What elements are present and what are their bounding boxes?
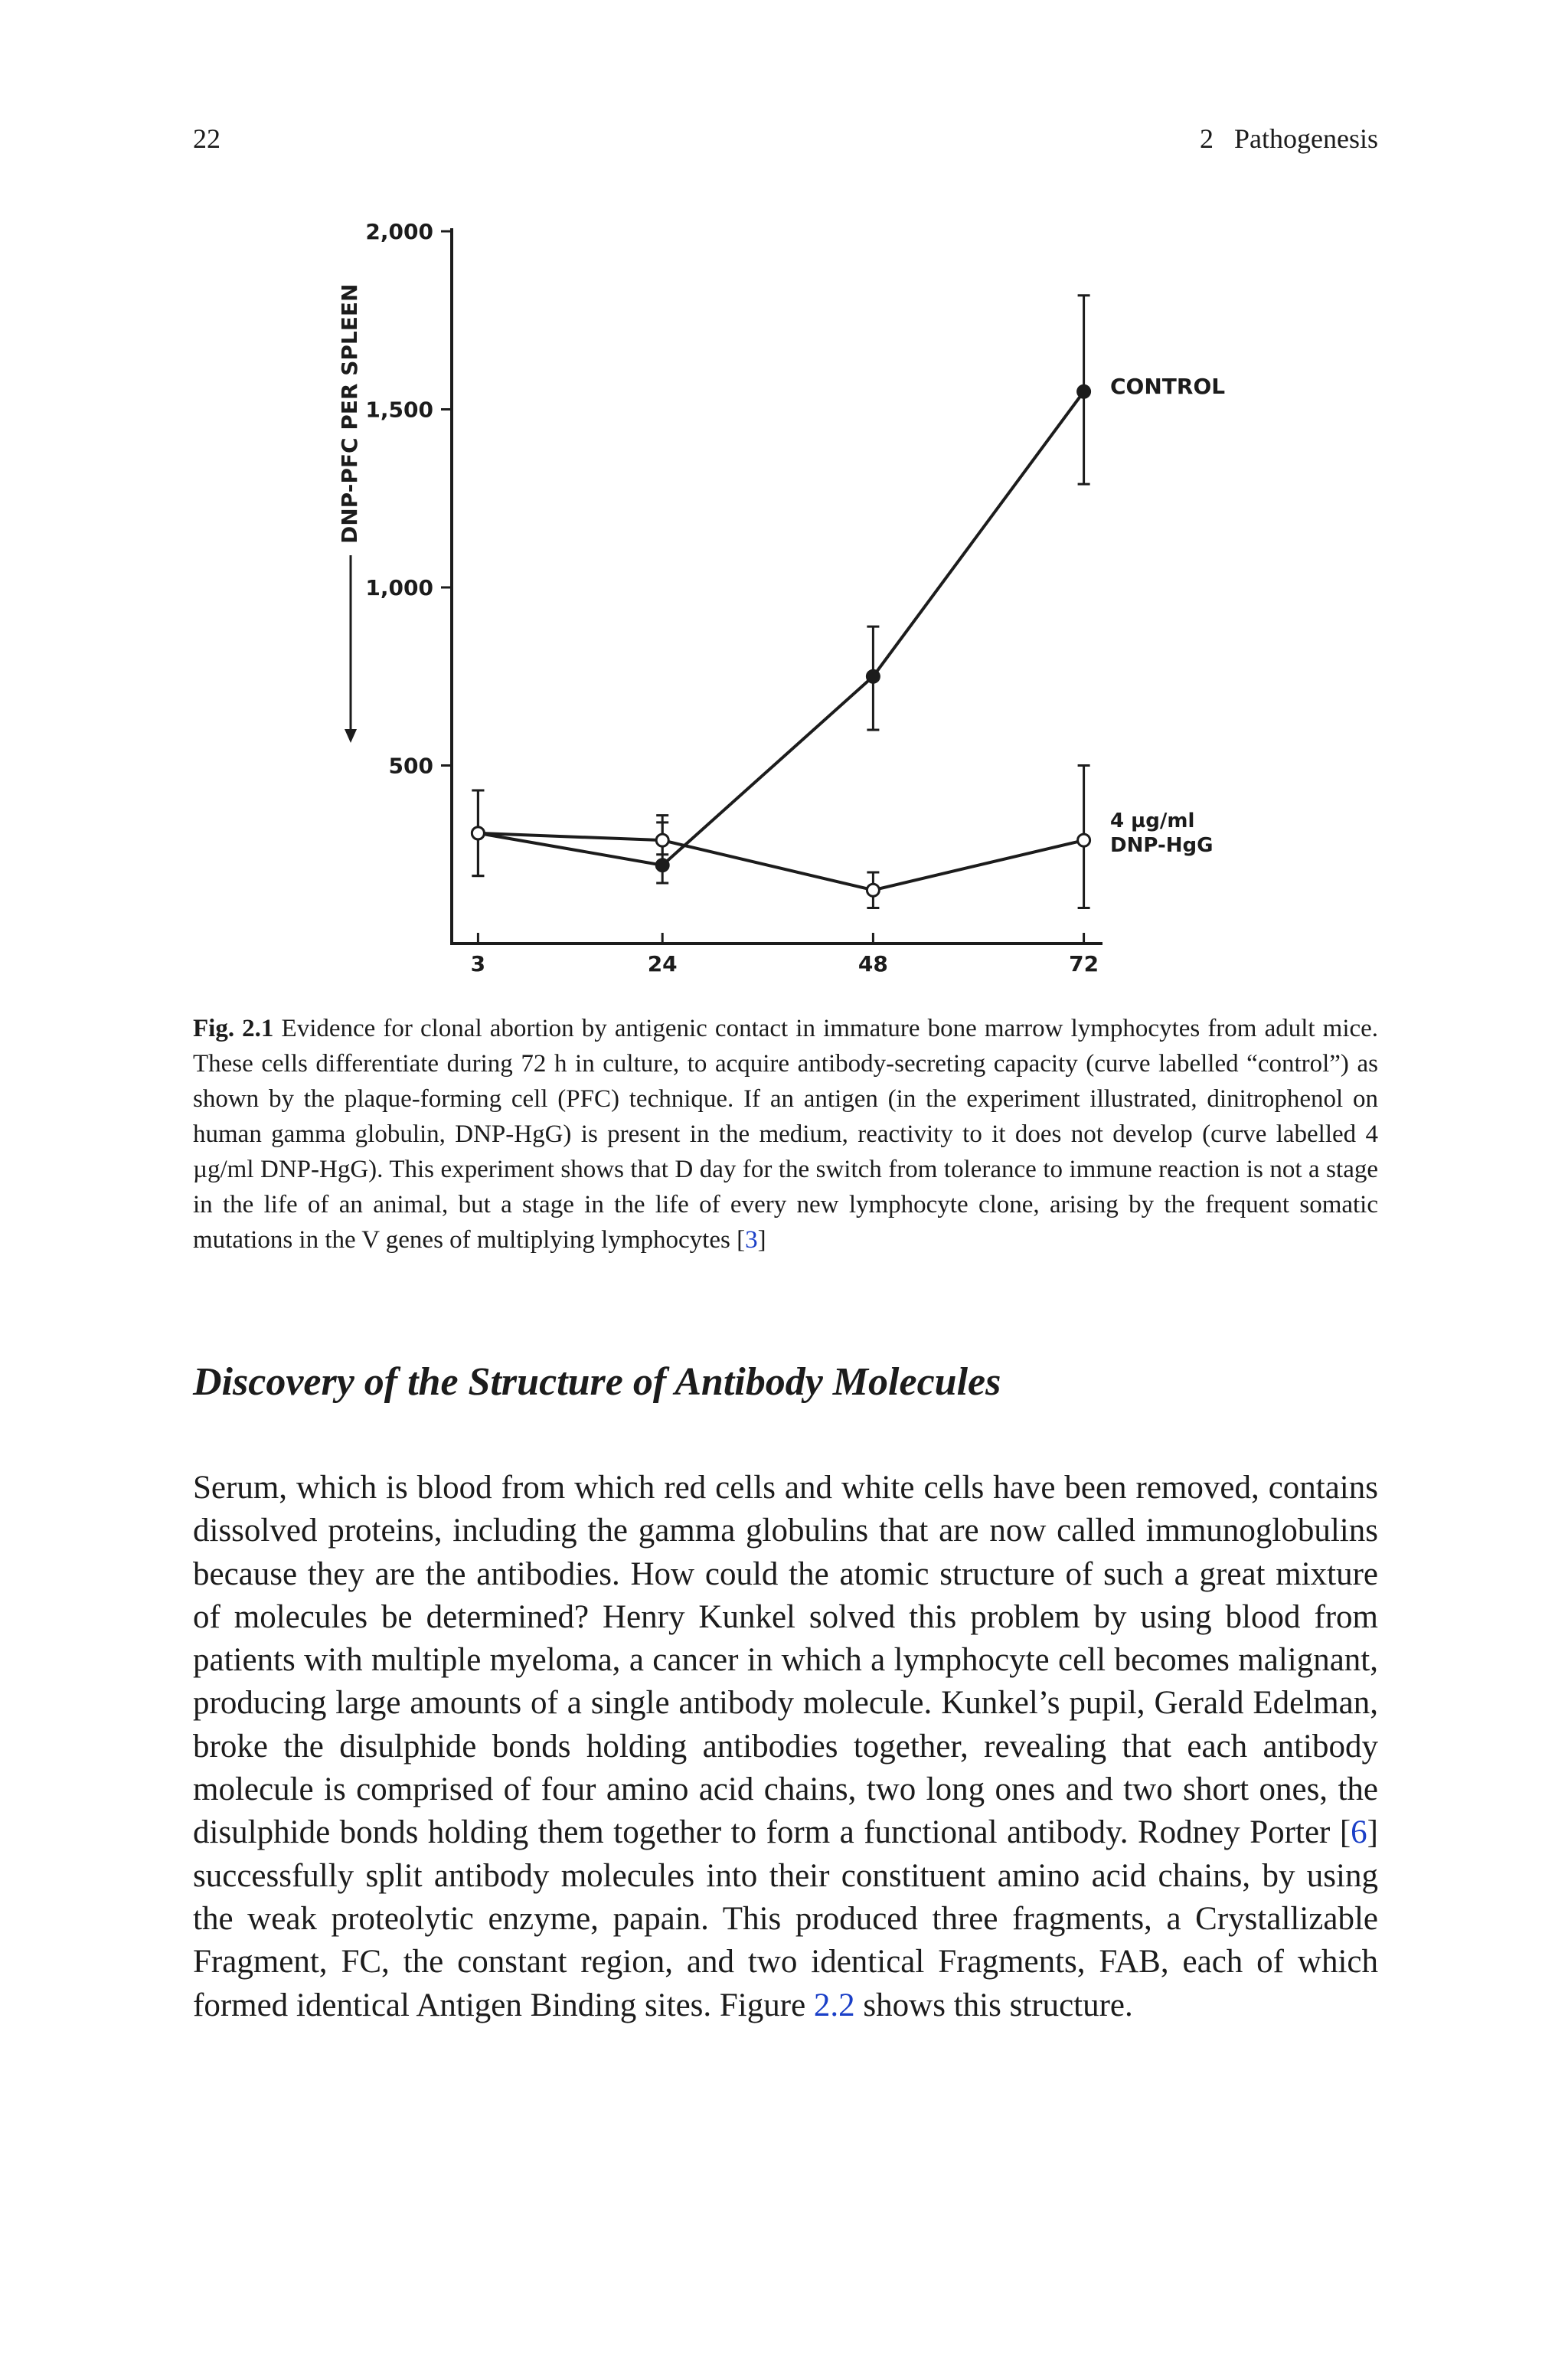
caption-text: Evidence for clonal abortion by antigenic contact in immature bone marrow lymphocytes from adult mice. These cells differentiate during 72 h in culture, to acquire antibody-secreting capacity (curve labelled “control”) as shown by the plaque-forming cell (PFC) technique. If an antigen (in the experiment illustrated, dinitrophenol on human gamma globulin, DNP-HgG) is present in the medium, reactivity to it does not develop (curve labelled 4 µg/ml DNP-HgG). This experiment shows that D day for the switch from tolerance to immune reaction is not a stage in the life of an animal, but a stage in the life of every new lymphocyte clone, arising by the frequent somatic mutations in the V genes of multiplying lymphocytes <box>193 1015 1379 1254</box>
figure-2-1 <box>291 207 1286 988</box>
data-point <box>1078 385 1090 397</box>
data-point <box>656 834 668 846</box>
down-arrow-icon <box>345 729 357 743</box>
y-axis-label: DNP-PFC PER SPLEEN <box>337 283 362 544</box>
y-axis-label-group <box>337 284 362 743</box>
x-tick-label: 48 <box>858 951 888 976</box>
line-chart <box>291 207 1286 988</box>
data-point <box>656 859 668 872</box>
data-point <box>472 827 484 839</box>
page-number: 22 <box>193 123 220 154</box>
treated-label-line2: DNP-HgG <box>1110 834 1214 857</box>
citation-link[interactable]: 6 <box>1351 1814 1367 1851</box>
chapter-title: 2 Pathogenesis <box>1200 123 1378 154</box>
citation-link[interactable]: 3 <box>745 1226 758 1254</box>
section-heading: Discovery of the Structure of Antibody Molecules <box>193 1360 1001 1404</box>
x-tick-label: 24 <box>647 951 678 976</box>
paragraph-part1: Serum, which is blood from which red cells and white cells have been removed, contains dissolved proteins, including the gamma globulins that are now called immunoglobulins because they are the antibodies. How could the atomic structure of such a great mixture of molecules be determined? Henry Kunkel solved this problem by using blood from patients with multiple myeloma, a cancer in which a lymphocyte cell becomes malignant, producing large amounts of a single antibody molecule. Kunkel’s pupil, Gerald Edelman, broke the disulphide bonds holding antibodies together, revealing that each antibody molecule is comprised of four amino acid chains, two long ones and two short ones, the disulphide bonds holding them together to form a functional antibody. Rodney Porter [ <box>193 1470 1378 1851</box>
treated-label-line1: 4 µg/ml <box>1110 810 1195 832</box>
running-head <box>193 123 1378 161</box>
x-tick-label: 72 <box>1069 951 1099 976</box>
y-tick-label: 1,000 <box>365 575 433 600</box>
caption-label: Fig. 2.1 <box>193 1015 274 1042</box>
caption-ref-close: ] <box>757 1226 766 1254</box>
y-tick-label: 1,500 <box>365 397 433 423</box>
data-point <box>867 670 879 682</box>
control-label: CONTROL <box>1110 374 1226 399</box>
body-paragraph <box>193 1467 1378 2027</box>
y-tick-label: 500 <box>388 753 433 779</box>
paragraph-part2: ] successfully split antibody molecules into their constituent amino acid chains, by using the weak proteolytic enzyme, papain. This produced three fragments, a Crystallizable Fragment, FC, the constant region, and two identical Fragments, FAB, each of which formed identical Antigen Binding sites. Figure <box>193 1814 1378 2023</box>
figure-caption <box>193 1011 1378 1258</box>
y-tick-label: 2,000 <box>365 219 433 244</box>
x-tick-label: 3 <box>470 951 486 976</box>
caption-ref-open: [ <box>737 1226 746 1254</box>
series-line-2 <box>478 833 1083 890</box>
paragraph-part3: shows this structure. <box>854 1987 1133 2023</box>
figure-link[interactable]: 2.2 <box>813 1987 855 2023</box>
series-line-1 <box>478 391 1083 865</box>
data-point <box>1078 834 1090 846</box>
data-point <box>867 884 879 896</box>
